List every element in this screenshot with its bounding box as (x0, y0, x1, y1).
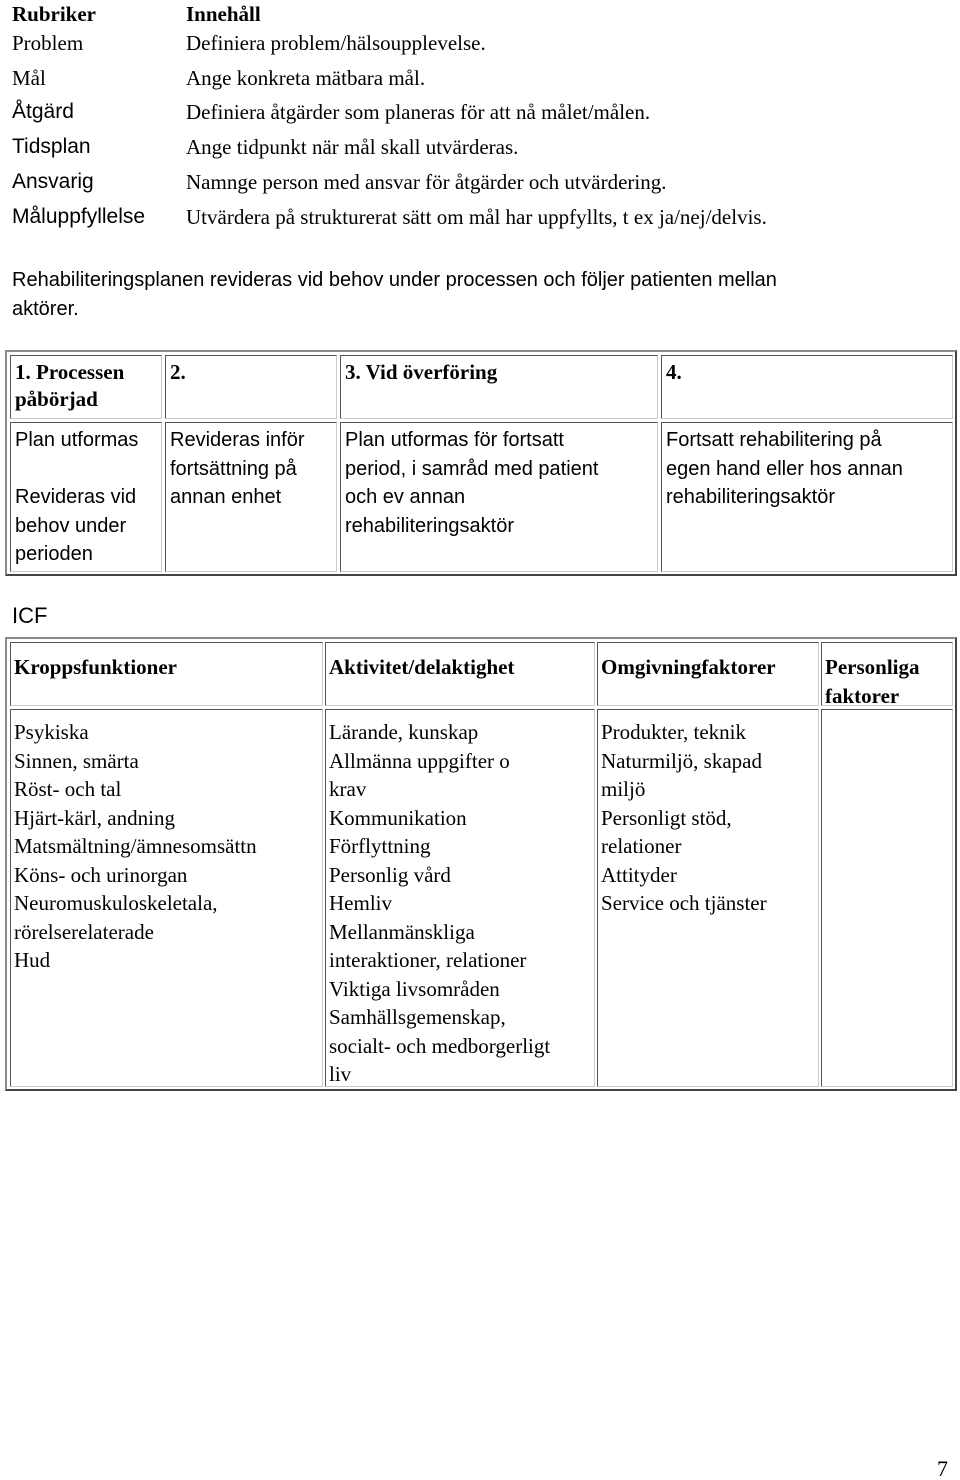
icf-cell-body-functions (10, 709, 323, 1087)
icf-item: Neuromuskuloskeletala, (14, 891, 218, 915)
icf-item: Viktiga livsområden (329, 976, 500, 1001)
process-cell-text: Plan utformas för fortsatt (345, 429, 564, 451)
process-header-1 (10, 355, 162, 419)
rubriker-key: Mål (12, 65, 46, 90)
rubriker-key: Tidsplan (12, 135, 91, 159)
icf-item: Sinnen, smärta (14, 748, 139, 773)
icf-item: Samhällsgemenskap, (329, 1005, 506, 1029)
process-cell-3 (340, 422, 658, 572)
icf-cell-activity (325, 709, 595, 1087)
rubriker-key: Måluppfyllelse (12, 204, 146, 228)
icf-header-2 (325, 642, 595, 706)
icf-item: Mellanmänskliga (329, 919, 475, 944)
process-header-text: påbörjad (15, 387, 98, 411)
rubriker-header-row (12, 0, 912, 26)
process-header-2 (165, 355, 337, 419)
process-header-text: 2. (170, 360, 186, 384)
icf-cell-environment (597, 709, 819, 1087)
icf-header-3 (597, 642, 819, 706)
icf-item: Förflyttning (329, 834, 431, 858)
icf-item: Attityder (601, 862, 677, 887)
process-cell-text: annan enhet (170, 486, 282, 508)
icf-item: Köns- och urinorgan (14, 862, 188, 887)
rubriker-row (12, 26, 912, 61)
rubriker-row (12, 130, 912, 165)
icf-item: krav (329, 777, 367, 801)
icf-item: Allmänna uppgifter o (329, 748, 510, 773)
rubriker-row (12, 165, 912, 200)
icf-item: Service och tjänster (601, 891, 767, 915)
rubriker-value: Definiera problem/hälsoupplevelse. (186, 31, 486, 56)
process-cell-1 (10, 422, 162, 572)
icf-item: Hjärt-kärl, andning (14, 805, 175, 830)
icf-item: Produkter, teknik (601, 720, 746, 744)
page-number: 7 (937, 1456, 948, 1480)
icf-item: Kommunikation (329, 805, 467, 830)
process-cell-text: perioden (15, 543, 93, 565)
rubriker-value: Namnge person med ansvar för åtgärder och utvärdering. (186, 169, 667, 194)
process-header-4 (661, 355, 953, 419)
process-cell-4 (661, 422, 953, 572)
rubriker-table (12, 0, 912, 234)
rubriker-key: Problem (12, 31, 84, 56)
icf-item: interaktioner, relationer (329, 948, 527, 972)
icf-item: Personlig vård (329, 862, 451, 887)
rubriker-row (12, 95, 912, 130)
icf-item: Matsmältning/ämnesomsättn (14, 834, 257, 858)
rubriker-header-key: Rubriker (12, 2, 96, 26)
process-cell-text: fortsättning på (170, 457, 297, 480)
process-cell-text: behov under (15, 514, 127, 537)
rubriker-key: Ansvarig (12, 169, 94, 193)
icf-table (5, 637, 957, 1091)
process-header-text: 1. Processen (15, 360, 125, 384)
paragraph-line: aktörer. (12, 298, 79, 320)
icf-item: socialt- och medborgerligt (329, 1033, 551, 1058)
icf-cell-personal (821, 709, 953, 1087)
process-cell-text: och ev annan (345, 486, 466, 508)
icf-header-1 (10, 642, 323, 706)
process-cell-text: rehabiliteringsaktör (666, 486, 835, 508)
icf-title: ICF (12, 603, 48, 628)
icf-header-text: Kroppsfunktioner (14, 655, 177, 679)
process-cell-text: Plan utformas (15, 429, 139, 451)
icf-item: rörelserelaterade (14, 919, 154, 944)
process-cell-text: Fortsatt rehabilitering på (666, 429, 882, 451)
icf-item: Hud (14, 948, 51, 972)
icf-item: Personligt stöd, (601, 805, 732, 830)
process-cell-text: Revideras inför (170, 429, 305, 451)
process-cell-text: Revideras vid (15, 486, 137, 508)
process-cell-text: rehabiliteringsaktör (345, 514, 514, 537)
rubriker-row (12, 199, 912, 234)
icf-item: relationer (601, 834, 682, 858)
rubriker-value: Definiera åtgärder som planeras för att nå målet/målen. (186, 100, 651, 125)
rubriker-value: Ange konkreta mätbara mål. (186, 65, 426, 90)
icf-header-text: Personliga (825, 655, 920, 679)
icf-header-4 (821, 642, 953, 706)
icf-item: liv (329, 1062, 352, 1086)
process-cell-text (15, 455, 158, 484)
process-header-3 (340, 355, 658, 419)
icf-header-text: Omgivningfaktorer (601, 655, 776, 679)
rubriker-value: Utvärdera på strukturerat sätt om mål har uppfyllts, t ex ja/nej/delvis. (186, 204, 767, 229)
rubriker-row (12, 61, 912, 96)
icf-item: Psykiska (14, 720, 89, 744)
paragraph-line: Rehabiliteringsplanen revideras vid behov under processen och följer patienten mellan (12, 269, 777, 291)
process-header-text: 3. Vid överföring (345, 360, 498, 384)
icf-header-text: Aktivitet/delaktighet (329, 655, 515, 679)
plan-revision-paragraph (12, 266, 912, 324)
icf-item: Naturmiljö, skapad (601, 748, 762, 773)
icf-item: Röst- och tal (14, 777, 122, 801)
icf-header-text: faktorer (825, 683, 900, 708)
process-cell-2 (165, 422, 337, 572)
rubriker-key: Åtgärd (12, 100, 74, 124)
process-header-text: 4. (666, 360, 682, 384)
rubriker-value: Ange tidpunkt när mål skall utvärderas. (186, 135, 519, 160)
process-cell-text: egen hand eller hos annan (666, 457, 903, 480)
icf-item: miljö (601, 777, 646, 801)
process-cell-text: period, i samråd med patient (345, 457, 599, 480)
icf-item: Hemliv (329, 891, 392, 915)
rubriker-header-value: Innehåll (186, 2, 261, 26)
process-table (5, 350, 957, 576)
icf-item: Lärande, kunskap (329, 720, 479, 744)
